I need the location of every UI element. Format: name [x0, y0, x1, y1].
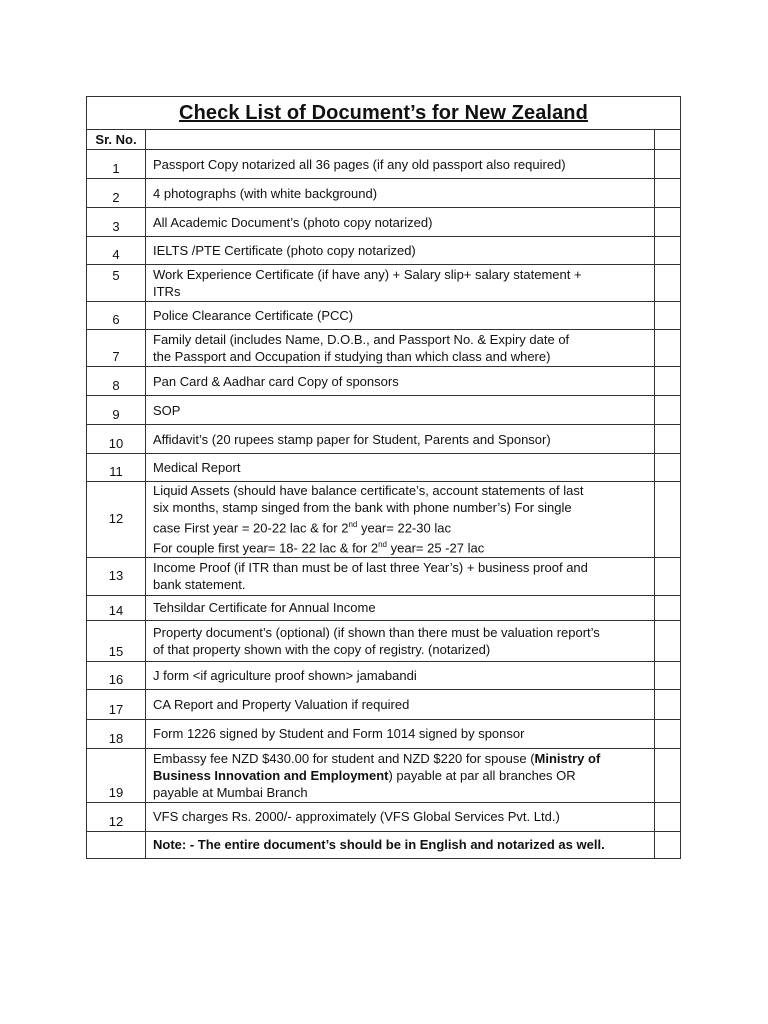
check-box-cell	[655, 150, 681, 179]
document-description	[146, 719, 655, 748]
serial-number: 4	[87, 237, 146, 265]
sr-no-header: Sr. No.	[87, 130, 146, 150]
document-description	[146, 237, 655, 265]
document-description	[146, 620, 655, 661]
description-line: Pan Card & Aadhar card Copy of sponsors	[153, 373, 399, 389]
serial-number: 13	[87, 557, 146, 595]
document-description	[146, 661, 655, 689]
description-line: payable at Mumbai Branch	[153, 784, 308, 800]
description-line: of that property shown with the copy of registry. (notarized)	[153, 641, 491, 657]
document-description	[146, 425, 655, 454]
table-row	[87, 150, 681, 179]
check-box-cell	[655, 557, 681, 595]
check-box-cell	[655, 179, 681, 208]
check-box-cell	[655, 208, 681, 237]
serial-number: 10	[87, 425, 146, 454]
description-line: Property document’s (optional) (if shown than there must be valuation report’s	[153, 624, 600, 640]
check-box-cell	[655, 237, 681, 265]
serial-number: 9	[87, 396, 146, 425]
table-row	[87, 802, 681, 831]
document-description	[146, 150, 655, 179]
serial-number: 1	[87, 150, 146, 179]
note-sr-empty	[87, 831, 146, 858]
table-row	[87, 265, 681, 302]
check-column-header	[655, 130, 681, 150]
check-box-cell	[655, 482, 681, 558]
check-box-cell	[655, 719, 681, 748]
check-box-cell	[655, 661, 681, 689]
description-line: case First year = 20-22 lac & for 2nd year= 22-30 lac	[153, 520, 451, 536]
check-box-cell	[655, 302, 681, 330]
check-box-cell	[655, 330, 681, 367]
table-row	[87, 396, 681, 425]
description-header	[146, 130, 655, 150]
document-description	[146, 367, 655, 396]
description-line: VFS charges Rs. 2000/- approximately (VFS Global Services Pvt. Ltd.)	[153, 809, 560, 825]
table-row	[87, 367, 681, 396]
check-box-cell	[655, 265, 681, 302]
check-box-cell	[655, 425, 681, 454]
check-box-cell	[655, 396, 681, 425]
serial-number: 16	[87, 661, 146, 689]
table-row	[87, 661, 681, 689]
document-description	[146, 302, 655, 330]
serial-number: 7	[87, 330, 146, 367]
table-row	[87, 179, 681, 208]
document-description	[146, 330, 655, 367]
table-row	[87, 689, 681, 719]
table-row	[87, 237, 681, 265]
description-line: the Passport and Occupation if studying than which class and where)	[153, 349, 551, 364]
document-description	[146, 482, 655, 558]
table-row	[87, 330, 681, 367]
serial-number: 3	[87, 208, 146, 237]
description-line: six months, stamp singed from the bank with phone number’s) For single	[153, 500, 572, 515]
checklist-table	[86, 129, 681, 859]
serial-number: 6	[87, 302, 146, 330]
table-row	[87, 482, 681, 558]
embassy-fee-text: Embassy fee NZD $430.00 for student and NZD $220 for spouse (	[153, 750, 535, 766]
serial-number: 15	[87, 620, 146, 661]
table-row	[87, 595, 681, 620]
serial-number: 14	[87, 595, 146, 620]
description-line: SOP	[153, 402, 181, 418]
serial-number: 5	[87, 265, 146, 302]
serial-number: 2	[87, 179, 146, 208]
check-box-cell	[655, 748, 681, 802]
check-box-cell	[655, 454, 681, 482]
document-description	[146, 454, 655, 482]
table-row	[87, 620, 681, 661]
check-box-cell	[655, 620, 681, 661]
description-line: 4 photographs (with white background)	[153, 185, 378, 201]
description-line: Income Proof (if ITR than must be of last three Year’s) + business proof and	[153, 560, 588, 576]
serial-number: 8	[87, 367, 146, 396]
document-title: Check List of Document’s for New Zealand	[179, 101, 588, 124]
table-row	[87, 557, 681, 595]
description-line: Affidavit’s (20 rupees stamp paper for Student, Parents and Sponsor)	[153, 431, 551, 447]
description-line: For couple first year= 18- 22 lac & for 2nd year= 25 -27 lac	[153, 540, 485, 556]
check-box-cell	[655, 689, 681, 719]
table-row	[87, 454, 681, 482]
title-box	[86, 96, 681, 130]
document-description	[146, 265, 655, 302]
payable-text: ) payable at par all branches OR	[388, 767, 576, 783]
description-line: Police Clearance Certificate (PCC)	[153, 308, 354, 323]
description-line: All Academic Document’s (photo copy notarized)	[153, 214, 433, 230]
document-description	[146, 802, 655, 831]
document-description	[146, 208, 655, 237]
serial-number: 11	[87, 454, 146, 482]
description-line: ITRs	[153, 284, 181, 299]
description-line: Medical Report	[153, 460, 241, 475]
table-row	[87, 719, 681, 748]
description-line: Liquid Assets (should have balance certificate’s, account statements of last	[153, 483, 584, 498]
description-line: CA Report and Property Valuation if required	[153, 696, 410, 712]
description-line: IELTS /PTE Certificate (photo copy notarized)	[153, 243, 416, 258]
document-description	[146, 748, 655, 802]
serial-number: 12	[87, 482, 146, 558]
document-description	[146, 179, 655, 208]
description-line: Form 1226 signed by Student and Form 1014 signed by sponsor	[153, 726, 525, 742]
description-line	[153, 750, 651, 767]
checklist-sheet	[86, 96, 681, 859]
description-line	[153, 767, 651, 784]
note-text: Note: - The entire document’s should be in English and notarized as well.	[146, 831, 655, 858]
document-description	[146, 595, 655, 620]
description-line: Family detail (includes Name, D.O.B., and Passport No. & Expiry date of	[153, 332, 570, 347]
table-row	[87, 208, 681, 237]
ministry-name-part1: Ministry of	[534, 750, 601, 766]
table-row	[87, 425, 681, 454]
table-row	[87, 748, 681, 802]
description-line: Work Experience Certificate (if have any) + Salary slip+ salary statement +	[153, 267, 582, 282]
check-box-cell	[655, 367, 681, 396]
table-row	[87, 302, 681, 330]
description-line: bank statement.	[153, 577, 246, 593]
description-line: Tehsildar Certificate for Annual Income	[153, 600, 376, 616]
check-box-cell	[655, 595, 681, 620]
ministry-name-part2: Business Innovation and Employment	[153, 767, 389, 783]
serial-number: 17	[87, 689, 146, 719]
table-header-row	[87, 130, 681, 150]
note-row	[87, 831, 681, 858]
document-description	[146, 396, 655, 425]
check-box-cell	[655, 831, 681, 858]
serial-number: 18	[87, 719, 146, 748]
serial-number: 19	[87, 748, 146, 802]
document-description	[146, 557, 655, 595]
description-line: J form <if agriculture proof shown> jamabandi	[153, 667, 417, 683]
document-description	[146, 689, 655, 719]
serial-number: 12	[87, 802, 146, 831]
description-line: Passport Copy notarized all 36 pages (if any old passport also required)	[153, 156, 566, 172]
check-box-cell	[655, 802, 681, 831]
